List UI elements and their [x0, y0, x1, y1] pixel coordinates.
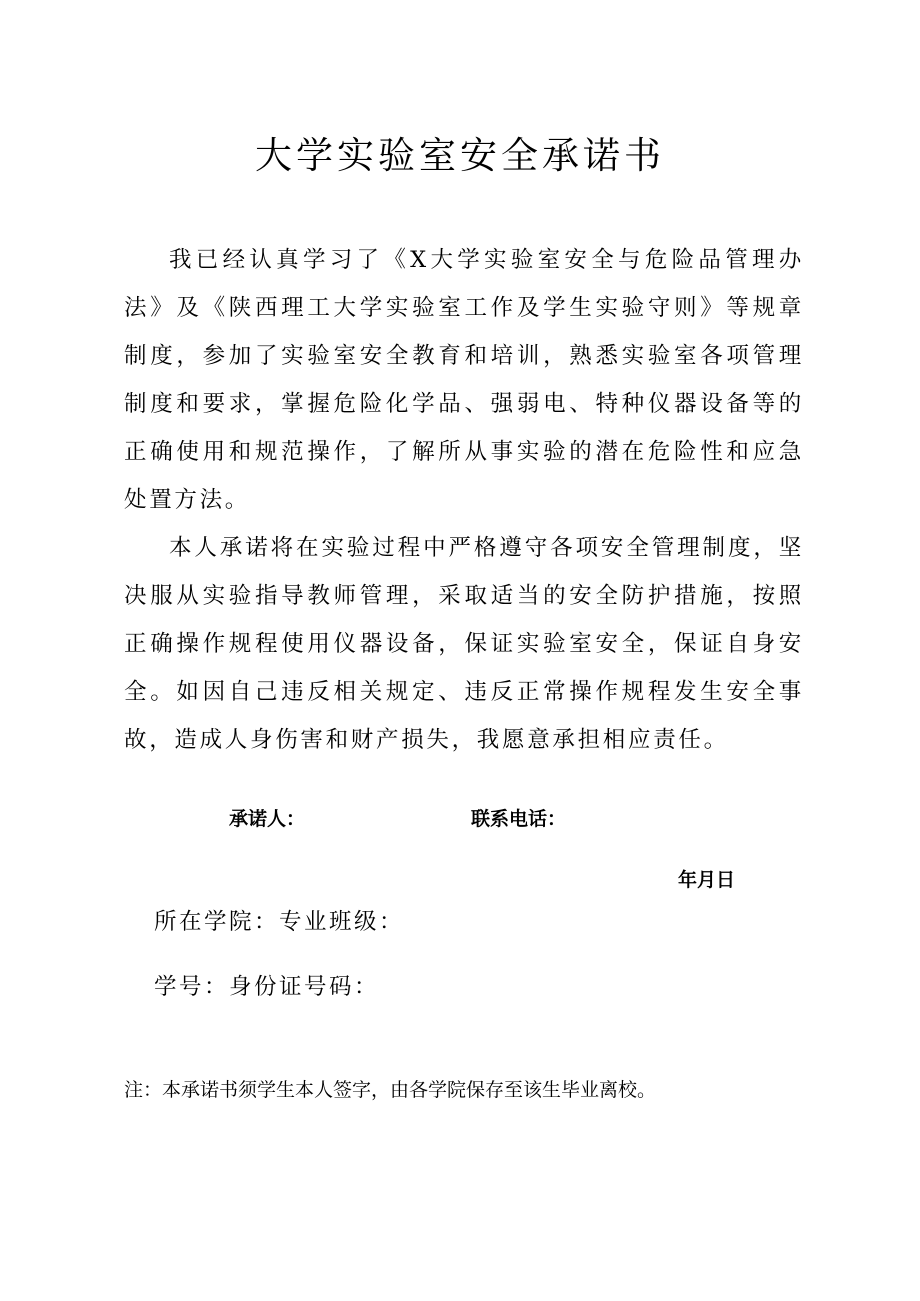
footnote: 注：本承诺书须学生本人签字，由各学院保存至该生毕业离校。 — [124, 1079, 657, 1101]
paragraph-promise: 本人承诺将在实验过程中严格遵守各项安全管理制度，坚决服从实验指导教师管理，采取适当的安全防护措施，按照正确操作规程使用仪器设备，保证实验室安全，保证自身安全。如因自己违反相关规定、违反正常操作规程发生安全事故，造成人身伤害和财产损失，我愿意承担相应责任。 — [124, 535, 804, 753]
paragraph-study: 我已经认真学习了《X大学实验室安全与危险品管理办法》及《陕西理工大学实验室工作及学生实验守则》等规章制度，参加了实验室安全教育和培训，熟悉实验室各项管理制度和要求，掌握危险化学品、强弱电、特种仪器设备等的正确使用和规范操作，了解所从事实验的潜在危险性和应急处置方法。 — [124, 247, 804, 513]
date-label: 年月日 — [678, 869, 736, 891]
document-title: 大学实验室安全承诺书 — [255, 134, 665, 177]
phone-label: 联系电话： — [471, 808, 567, 830]
promisor-label: 承诺人： — [229, 808, 306, 830]
college-class-field: 所在学院：专业班级： — [154, 909, 405, 935]
commitment-body — [124, 236, 804, 764]
student-id-field: 学号：身份证号码： — [154, 974, 380, 1000]
